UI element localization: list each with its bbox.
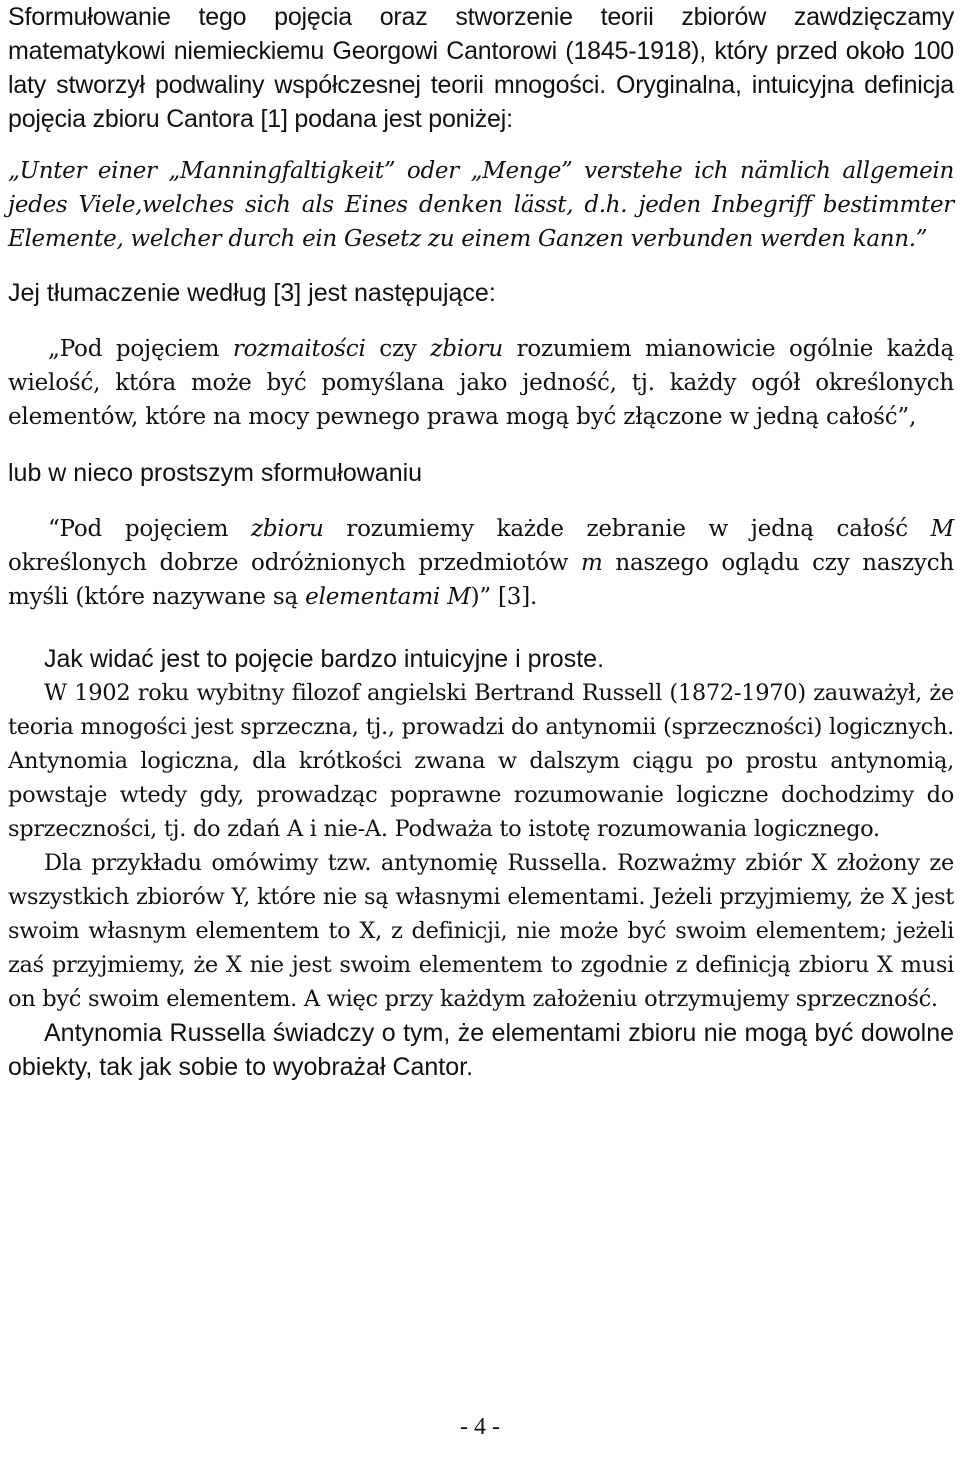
quote-polish-1-part3: rozumiem mianowicie ogólnie każdą wielość, która może być pomyślana jako jedność, tj. każdy ogół określonych elementów, które na mocy pewnego prawa mogą być złączone w jedną całość”, [8, 336, 954, 430]
quote-polish-2-em4: elementami M [305, 584, 471, 610]
quote-german: „Unter einer „Manningfaltigkeit” oder „Menge” verstehe ich nämlich allgemein jedes Viele,welches sich als Eines denken lässt, d.h. jeden Inbegriff bestimmter Elemente, welcher durch ein Gesetz zu einem Ganzen verbunden werden kann.” [8, 158, 954, 252]
quote-polish-2-part4: naszego oglądu czy naszych myśli (które nazywane są [8, 550, 954, 610]
quote-polish-2-em3: m [580, 550, 603, 576]
paragraph-simpler: lub w nieco prostszym sformułowaniu [8, 459, 423, 487]
quote-polish-2-part5: )” [3]. [470, 584, 538, 610]
quote-polish-1-em2: zbioru [430, 336, 503, 362]
quote-polish-1-part2: czy [365, 336, 431, 362]
paragraph-intuitive: Jak widać jest to pojęcie bardzo intuicyjne i proste. [44, 645, 605, 673]
quote-polish-1-em1: rozmaitości [232, 336, 366, 362]
quote-polish-2-em1: zbioru [250, 516, 324, 542]
quote-polish-2 [8, 512, 954, 614]
quote-polish-2-part3: określonych dobrze odróżnionych przedmiotów [8, 550, 581, 576]
paragraph-russell-antinomy: Dla przykładu omówimy tzw. antynomię Russella. Rozważmy zbiór X złożony ze wszystkich zbiorów Y, które nie są własnymi elementami. Jeżeli przyjmiemy, że X jest swoim własnym elementem to X, z definicji, nie może być swoim elementem; jeżeli zaś przyjmiemy, że X nie jest swoim elementem to zgodnie z definicją zbioru X musi on być swoim elementem. A więc przy każdym założeniu otrzymujemy sprzeczność. [8, 850, 954, 1012]
quote-polish-1-part1: „Pod pojęciem [48, 336, 233, 362]
page-number: - 4 - [460, 1414, 500, 1440]
quote-polish-2-em2: M [930, 516, 954, 542]
paragraph-intro: Sformułowanie tego pojęcia oraz stworzenie teorii zbiorów zawdzięczamy matematykowi niemieckiemu Georgowi Cantorowi (1845-1918), który przed około 100 laty stworzył podwaliny współczesnej teorii mnogości. Oryginalna, intuicyjna definicja pojęcia zbioru Cantora [1] podana jest poniżej: [8, 3, 954, 133]
paragraph-translation-intro: Jej tłumaczenie według [3] jest następujące: [8, 279, 496, 307]
quote-polish-2-part1: “Pod pojęciem [48, 516, 251, 542]
paragraph-conclusion: Antynomia Russella świadczy o tym, że elementami zbioru nie mogą być dowolne obiekty, tak jak sobie to wyobrażał Cantor. [8, 1019, 954, 1081]
paragraph-russell-1902: W 1902 roku wybitny filozof angielski Bertrand Russell (1872-1970) zauważył, że teoria mnogości jest sprzeczna, tj., prowadzi do antynomii (sprzeczności) logicznych. Antynomia logiczna, dla krótkości zwana w dalszym ciągu po prostu antynomią, powstaje wtedy gdy, prowadząc poprawne rozumowanie logiczne dochodzimy do sprzeczności, tj. do zdań A i nie-A. Podważa to istotę rozumowania logicznego. [8, 680, 954, 842]
quote-polish-1 [8, 332, 954, 434]
quote-polish-2-part2: rozumiemy każde zebranie w jedną całość [323, 516, 931, 542]
document-page [8, 0, 954, 1084]
